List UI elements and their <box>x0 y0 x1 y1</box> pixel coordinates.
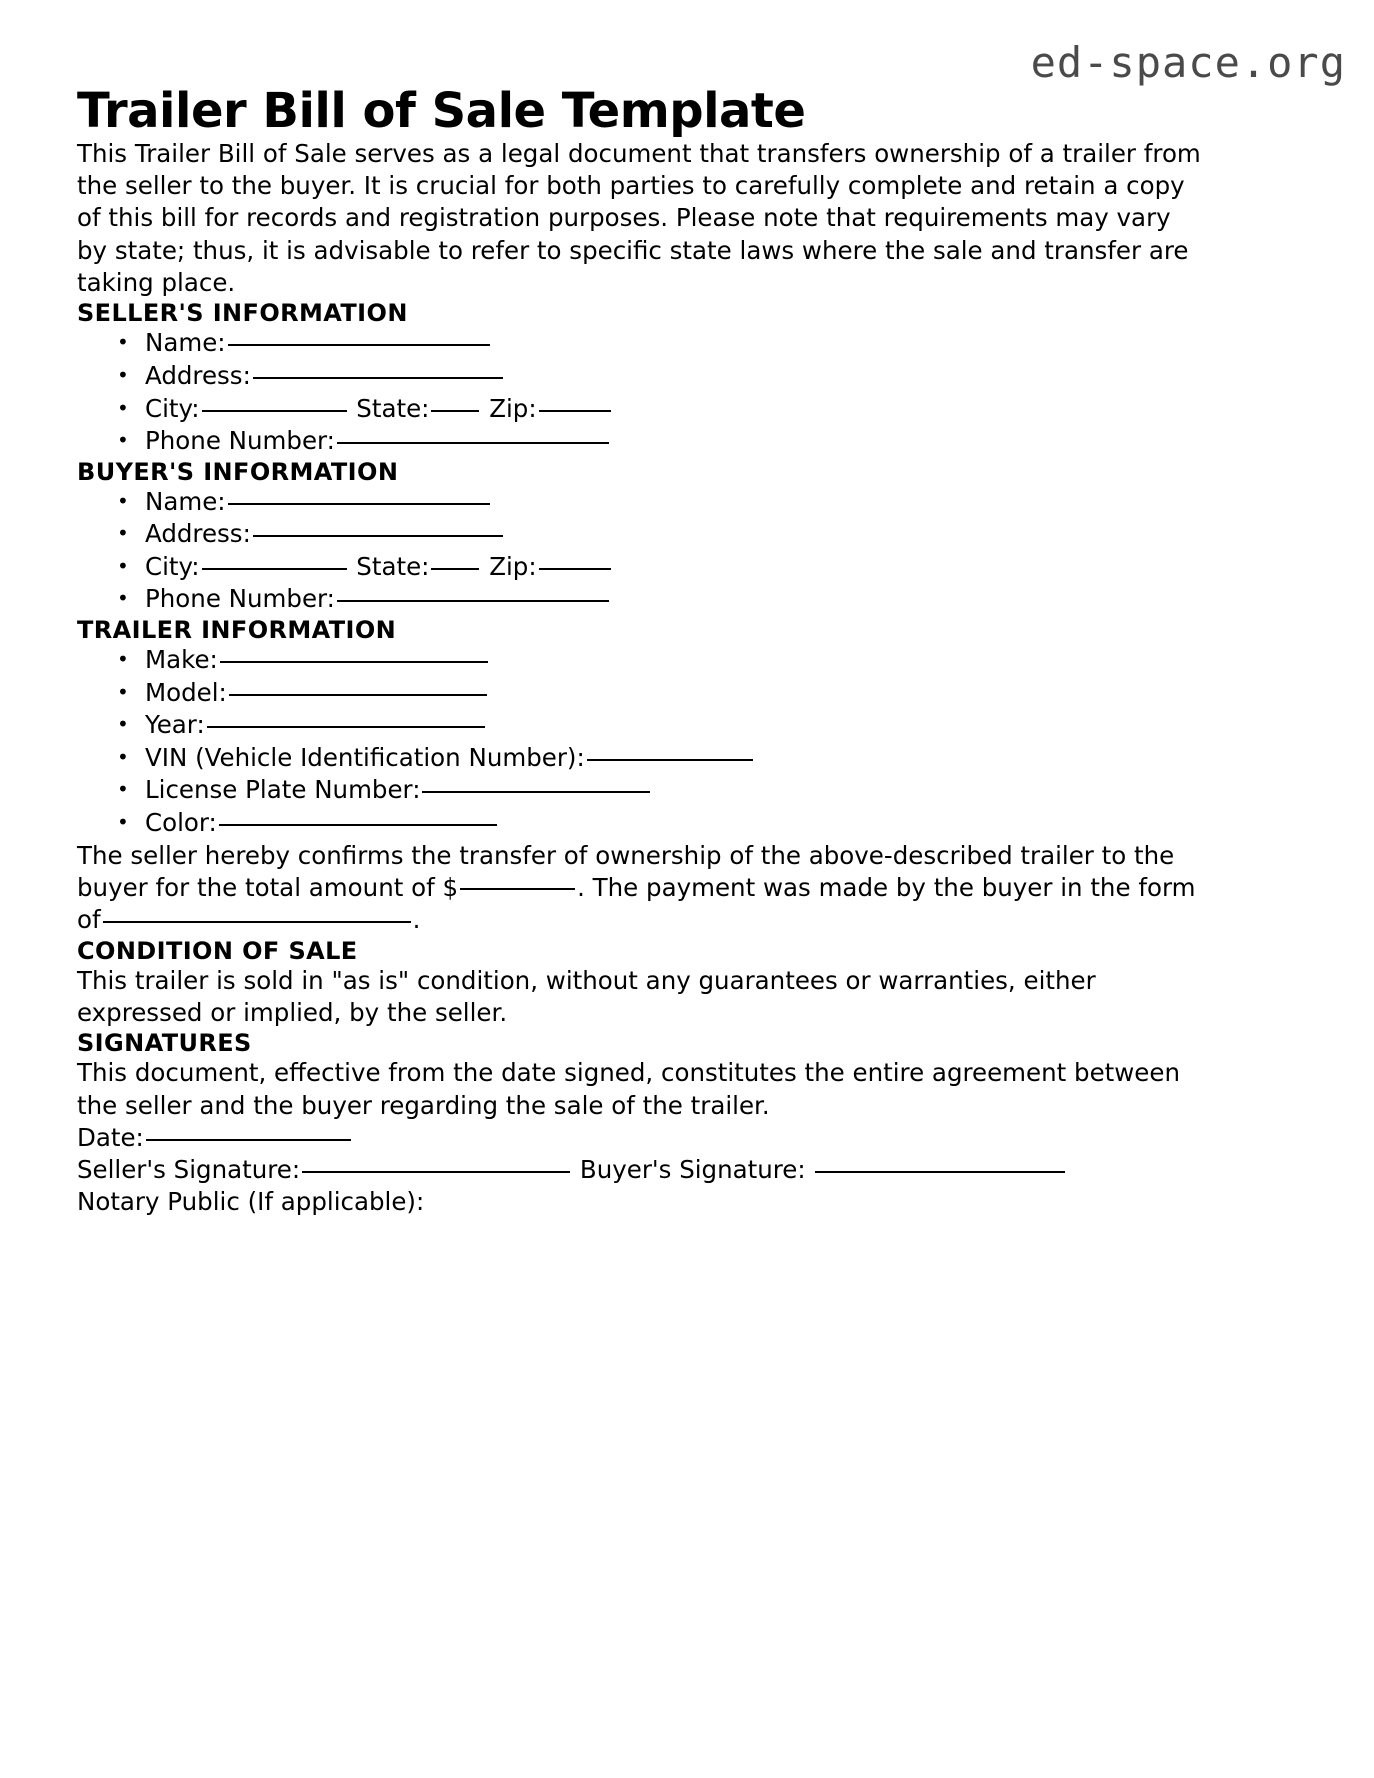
transfer-paragraph <box>77 840 1202 937</box>
seller-state-label: State: <box>356 393 430 423</box>
notary-label: Notary Public (If applicable): <box>77 1187 425 1217</box>
buyer-city-blank[interactable] <box>202 568 347 570</box>
transfer-amount-blank[interactable] <box>460 888 575 890</box>
transfer-text-after: . The payment was made by the buyer in the form of <box>77 872 1196 935</box>
buyer-city-state-zip-field <box>145 551 1297 584</box>
intro-paragraph: This Trailer Bill of Sale serves as a legal document that transfers ownership of a trailer from the seller to the buyer. It is crucial for both parties to carefully complete and retain a copy of this bill for records and registration purposes. Please note that requirements may vary by state; thus, it is advisable to refer to specific state laws where the sale and transfer are taking place. <box>77 138 1201 298</box>
trailer-plate-field <box>145 774 1297 807</box>
seller-phone-label: Phone Number: <box>145 426 335 456</box>
seller-phone-blank[interactable] <box>337 442 609 444</box>
seller-name-blank[interactable] <box>228 344 490 346</box>
trailer-information-heading: TRAILER INFORMATION <box>77 616 397 645</box>
trailer-make-field <box>145 644 1297 677</box>
trailer-make-label: Make: <box>145 645 218 675</box>
buyer-address-label: Address: <box>145 519 251 549</box>
seller-name-label: Name: <box>145 328 226 358</box>
trailer-model-label: Model: <box>145 677 227 707</box>
buyer-zip-blank[interactable] <box>539 568 611 570</box>
seller-signature-blank[interactable] <box>302 1171 570 1173</box>
notary-line <box>77 1186 1202 1218</box>
buyer-phone-blank[interactable] <box>337 600 609 602</box>
buyer-zip-label: Zip: <box>489 551 537 581</box>
seller-city-label: City: <box>145 393 200 423</box>
trailer-plate-label: License Plate Number: <box>145 775 421 805</box>
condition-of-sale-heading: CONDITION OF SALE <box>77 936 358 965</box>
buyer-signature-blank[interactable] <box>815 1171 1065 1173</box>
trailer-vin-blank[interactable] <box>587 759 753 761</box>
seller-information-heading: SELLER'S INFORMATION <box>77 299 408 328</box>
buyer-signature-label: Buyer's Signature: <box>579 1155 806 1185</box>
buyer-information-fields <box>77 486 1297 616</box>
trailer-color-blank[interactable] <box>219 824 497 826</box>
seller-zip-label: Zip: <box>489 393 537 423</box>
transfer-text-end: . <box>412 905 421 935</box>
date-line <box>77 1122 1202 1154</box>
buyer-name-field <box>145 486 1297 519</box>
condition-of-sale-body: This trailer is sold in "as is" condition, without any guarantees or warranties, either expressed or implied, by the seller. <box>77 965 1096 1027</box>
transfer-payment-form-blank[interactable] <box>103 921 411 923</box>
buyer-information-heading: BUYER'S INFORMATION <box>77 457 399 486</box>
buyer-city-label: City: <box>145 551 200 581</box>
seller-address-blank[interactable] <box>253 377 503 379</box>
transfer-text-before: The seller hereby confirms the transfer of ownership of the above-described trailer to the buyer for the total amount of $ <box>77 840 1175 902</box>
seller-city-blank[interactable] <box>202 410 347 412</box>
trailer-make-blank[interactable] <box>220 661 488 663</box>
buyer-address-blank[interactable] <box>253 535 503 537</box>
seller-signature-label: Seller's Signature: <box>77 1155 301 1185</box>
seller-information-fields <box>77 327 1297 457</box>
trailer-plate-blank[interactable] <box>422 791 650 793</box>
seller-zip-blank[interactable] <box>539 410 611 412</box>
seller-address-label: Address: <box>145 361 251 391</box>
buyer-state-label: State: <box>356 551 430 581</box>
trailer-year-blank[interactable] <box>207 726 485 728</box>
seller-state-blank[interactable] <box>431 410 479 412</box>
date-label: Date: <box>77 1122 144 1152</box>
seller-address-field <box>145 360 1297 393</box>
trailer-color-field <box>145 807 1297 840</box>
buyer-name-blank[interactable] <box>228 503 490 505</box>
buyer-name-label: Name: <box>145 486 226 516</box>
seller-name-field <box>145 327 1297 360</box>
signatures-heading: SIGNATURES <box>77 1029 252 1058</box>
signatures-body: This document, effective from the date signed, constitutes the entire agreement between the seller and the buyer regarding the sale of the trailer. <box>77 1058 1180 1120</box>
buyer-address-field <box>145 518 1297 551</box>
buyer-phone-field <box>145 583 1297 616</box>
buyer-state-blank[interactable] <box>431 568 479 570</box>
date-blank[interactable] <box>146 1139 351 1141</box>
seller-city-state-zip-field <box>145 393 1297 426</box>
trailer-year-label: Year: <box>145 710 205 740</box>
site-watermark: ed-space.org <box>1030 38 1346 87</box>
trailer-model-blank[interactable] <box>229 694 487 696</box>
seller-phone-field <box>145 425 1297 458</box>
buyer-phone-label: Phone Number: <box>145 584 335 614</box>
page-title: Trailer Bill of Sale Template <box>77 83 806 139</box>
trailer-year-field <box>145 709 1297 742</box>
trailer-color-label: Color: <box>145 807 217 837</box>
signature-lines <box>77 1154 1202 1186</box>
trailer-information-fields <box>77 644 1297 839</box>
trailer-model-field <box>145 677 1297 710</box>
trailer-vin-field <box>145 742 1297 775</box>
trailer-vin-label: VIN (Vehicle Identification Number): <box>145 742 585 772</box>
